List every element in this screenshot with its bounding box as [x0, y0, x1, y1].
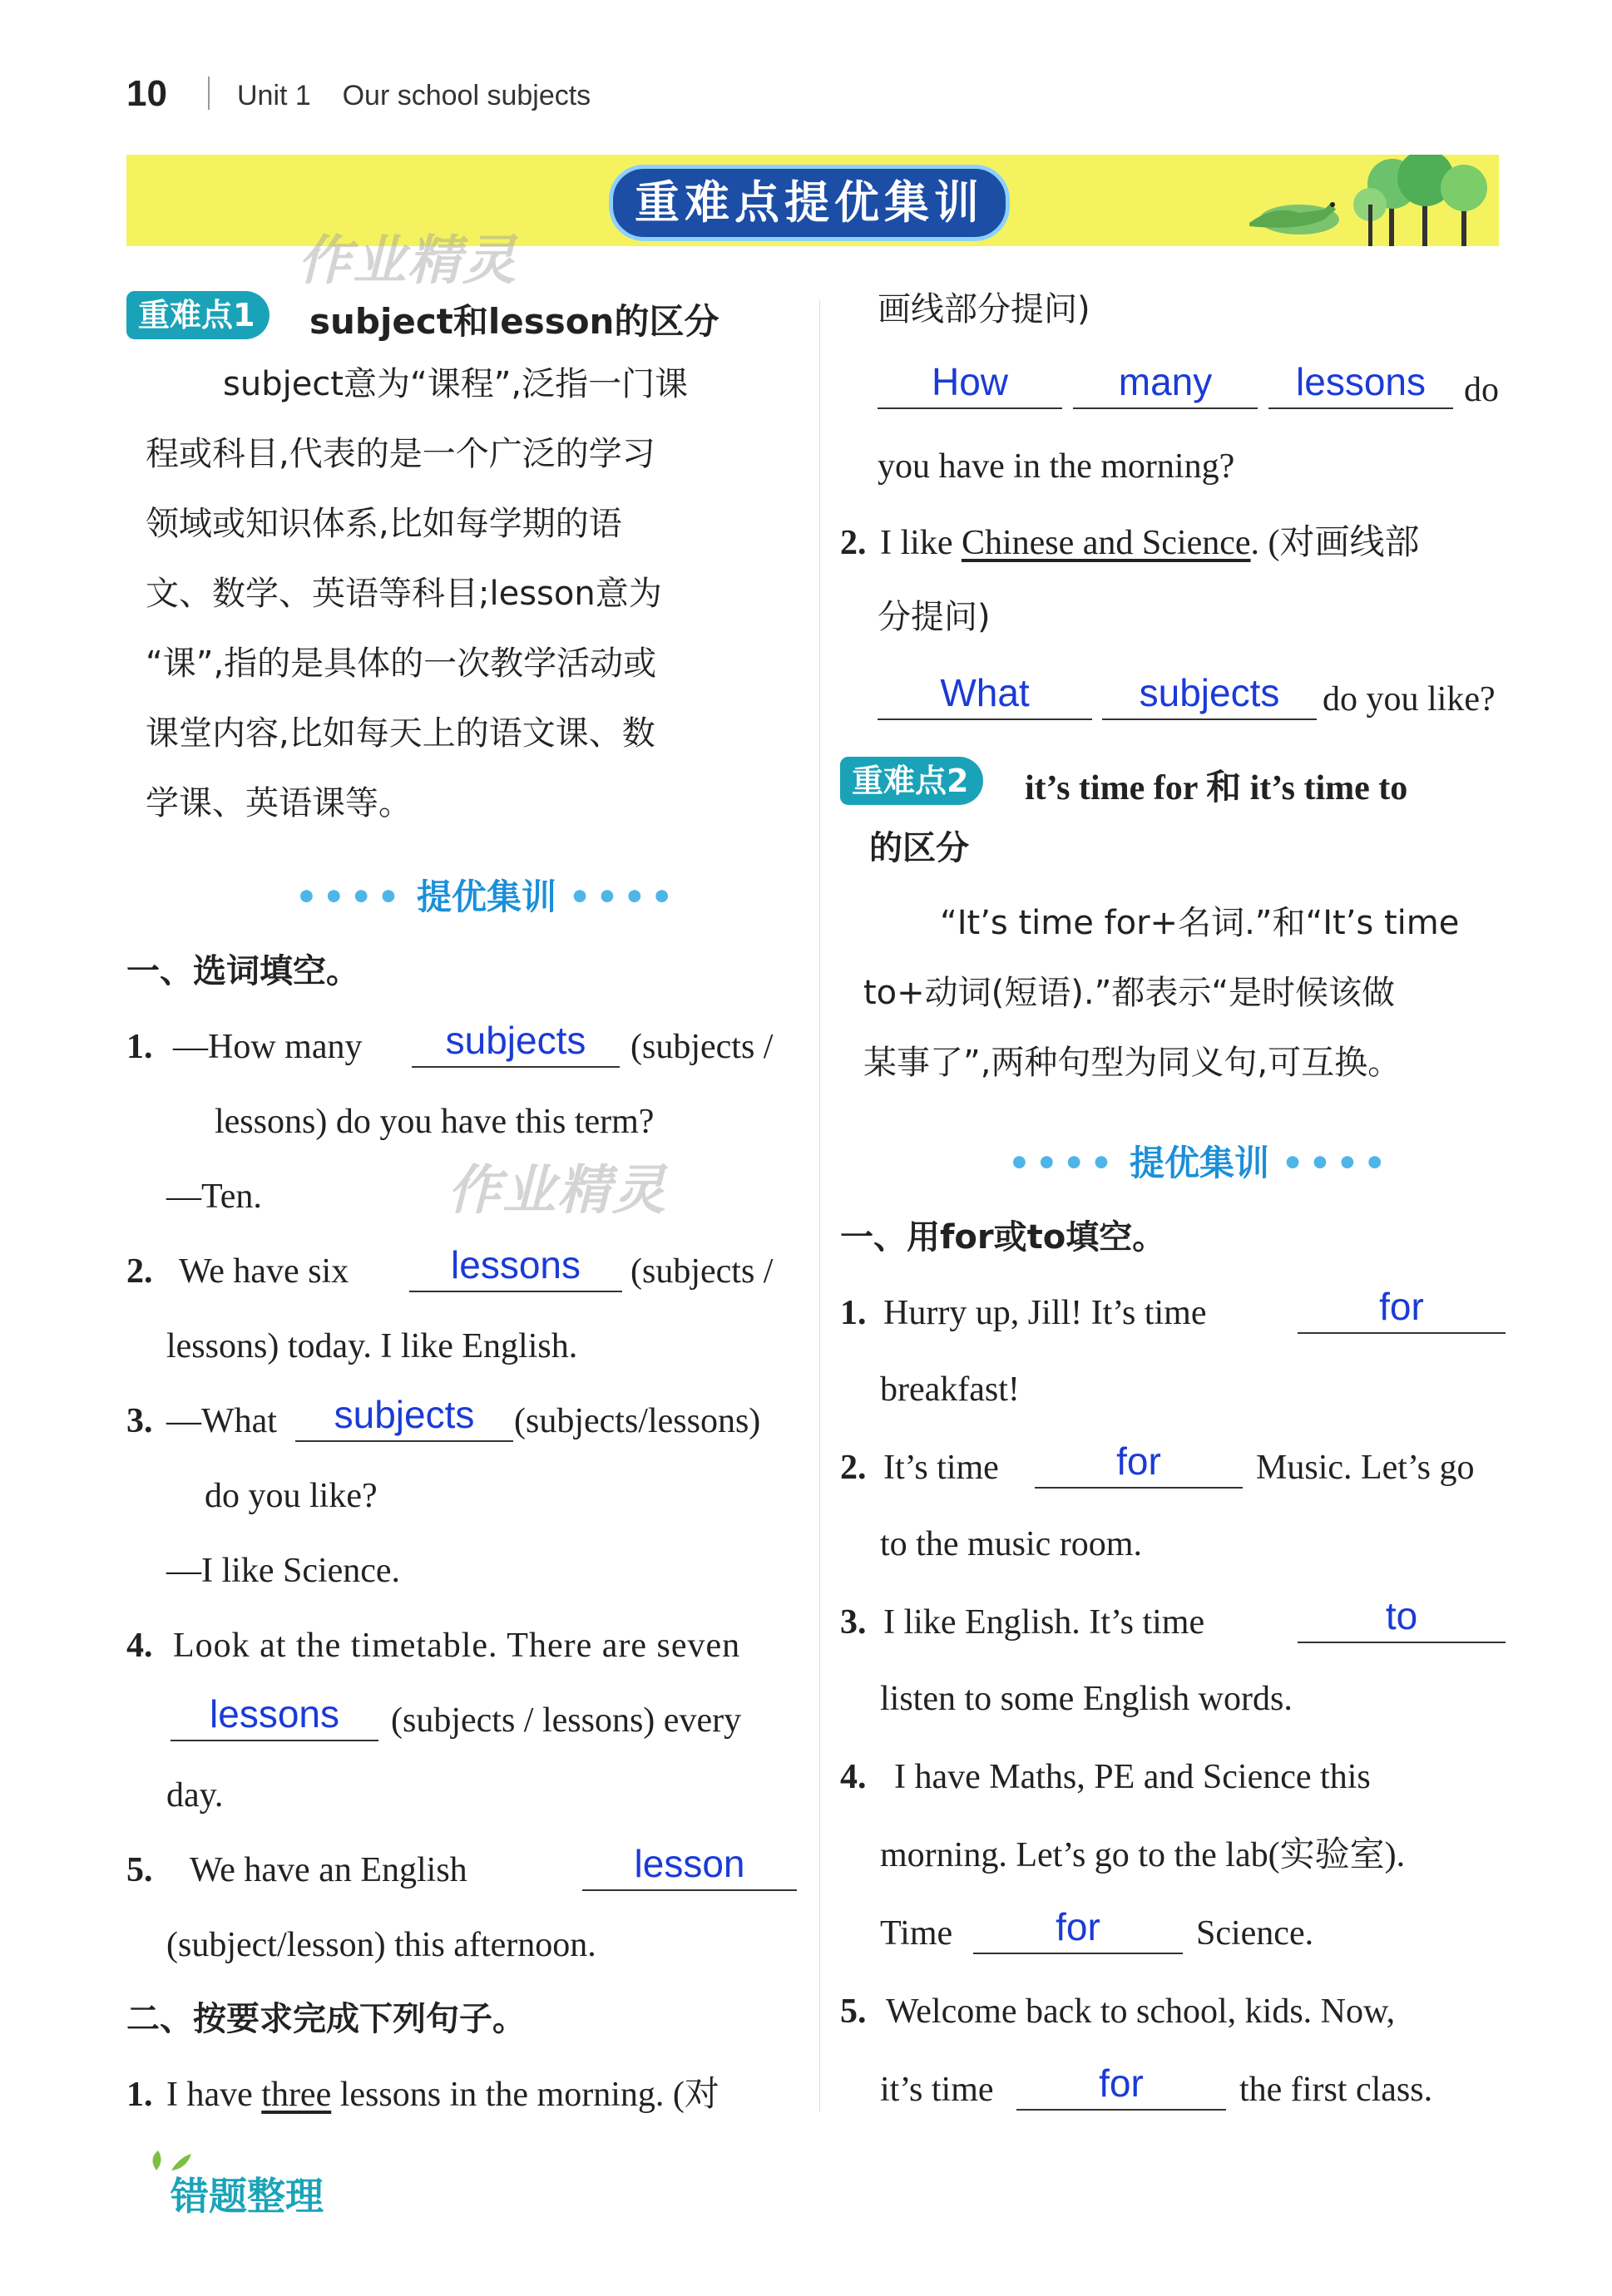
section-title: 一、用for或to填空。 — [840, 1218, 1166, 1257]
question-text: —How many — [173, 1028, 363, 1066]
question-number: 5. — [840, 1992, 867, 2031]
answer-blank[interactable]: subjects — [412, 1020, 620, 1068]
question-text: We have an English — [190, 1851, 467, 1889]
point1-body-line: 学课、英语课等。 — [146, 784, 412, 822]
watermark: 作业精灵 — [298, 230, 517, 292]
point1-body-line: 课堂内容,比如每天上的语文课、数 — [146, 714, 655, 753]
trees-dinosaur-illustration — [1199, 155, 1499, 246]
question-text: do — [1464, 371, 1499, 409]
question-number: 2. — [840, 1449, 867, 1487]
question-text: I like Chinese and Science. (对画线部 — [880, 524, 1420, 562]
answer-blank[interactable]: to — [1298, 1595, 1506, 1643]
question-number: 1. — [126, 1028, 153, 1066]
answer-blank[interactable]: lessons — [171, 1693, 378, 1741]
question-text: —Ten. — [166, 1178, 262, 1216]
question-text: Hurry up, Jill! It’s time — [883, 1294, 1207, 1332]
question-text: —I like Science. — [166, 1552, 401, 1590]
column-divider — [819, 299, 820, 2112]
question-text: I like English. It’s time — [883, 1603, 1205, 1642]
question-number: 4. — [840, 1758, 867, 1796]
point2-body-line: 某事了”,两种句型为同义句,可互换。 — [863, 1044, 1402, 1082]
section-title: 二、按要求完成下列句子。 — [126, 2000, 526, 2038]
point2-body-line: to+动词(短语).”都表示“是时候该做 — [863, 974, 1396, 1012]
question-text: We have six — [179, 1252, 349, 1291]
banner-title: 重难点提优集训 — [609, 165, 1010, 241]
question-text: (subject/lesson) this afternoon. — [166, 1926, 596, 1964]
question-text: (subjects/lessons) — [514, 1402, 761, 1440]
question-text: I have Maths, PE and Science this — [894, 1758, 1371, 1796]
question-text: to the music room. — [880, 1525, 1142, 1563]
question-text: breakfast! — [880, 1370, 1020, 1409]
watermark: 作业精灵 — [448, 1160, 667, 1222]
question-number: 1. — [126, 2076, 153, 2114]
key-point-2-title-cont: 的区分 — [869, 829, 969, 867]
answer-blank[interactable]: lessons — [1268, 361, 1453, 409]
page-number: 10 — [126, 73, 167, 114]
question-text: do you like? — [205, 1477, 378, 1515]
answer-blank[interactable]: for — [973, 1906, 1183, 1954]
question-text: do you like? — [1323, 680, 1496, 718]
question-text: I have three lessons in the morning. (对 — [166, 2076, 719, 2114]
question-number: 3. — [840, 1603, 867, 1642]
answer-blank[interactable]: many — [1073, 361, 1258, 409]
question-text: Time — [880, 1914, 953, 1953]
question-text: the first class. — [1239, 2071, 1433, 2109]
question-text: day. — [166, 1776, 224, 1815]
point1-body-line: “课”,指的是具体的一次教学活动或 — [146, 644, 657, 683]
question-text: Music. Let’s go — [1256, 1449, 1475, 1487]
answer-blank[interactable]: subjects — [1102, 672, 1317, 720]
point1-body-line: 文、数学、英语等科目;lesson意为 — [146, 575, 662, 613]
key-point-1-title: subject和lesson的区分 — [309, 301, 719, 342]
answer-blank[interactable]: subjects — [295, 1394, 513, 1442]
answer-blank[interactable]: for — [1016, 2062, 1226, 2111]
question-number: 2. — [126, 1252, 153, 1291]
question-text: 分提问) — [878, 598, 991, 636]
question-text: 画线部分提问) — [878, 290, 1090, 328]
point2-body-line: “It’s time for+名词.”和“It’s time — [940, 904, 1460, 942]
question-text: listen to some English words. — [880, 1680, 1293, 1718]
question-text: lessons) do you have this term? — [215, 1103, 655, 1141]
answer-blank[interactable]: for — [1035, 1440, 1243, 1489]
question-text: It’s time — [883, 1449, 999, 1487]
point1-body-line: subject意为“课程”,泛指一门课 — [223, 365, 689, 403]
question-text: Look at the timetable. There are seven — [173, 1627, 741, 1665]
key-point-2-tag: 重难点2 — [840, 757, 983, 805]
question-text: (subjects / lessons) every — [391, 1701, 742, 1740]
question-text: (subjects / — [630, 1028, 774, 1066]
answer-blank[interactable]: How — [878, 361, 1062, 409]
key-point-1-tag: 重难点1 — [126, 291, 269, 339]
question-number: 3. — [126, 1402, 153, 1440]
question-text: (subjects / — [630, 1252, 774, 1291]
question-text: —What — [166, 1402, 277, 1440]
question-text: Welcome back to school, kids. Now, — [886, 1992, 1396, 2031]
question-text: Science. — [1196, 1914, 1314, 1953]
unit-title: Unit 1 Our school subjects — [237, 80, 591, 111]
question-text: morning. Let’s go to the lab(实验室). — [880, 1836, 1406, 1874]
point1-body-line: 程或科目,代表的是一个广泛的学习 — [146, 435, 655, 473]
question-text: lessons) today. I like English. — [166, 1327, 578, 1365]
question-text: it’s time — [880, 2071, 994, 2109]
question-text: you have in the morning? — [878, 447, 1235, 486]
point1-body-line: 领域或知识体系,比如每学期的语 — [146, 505, 622, 543]
answer-blank[interactable]: lessons — [409, 1244, 622, 1292]
section-title: 一、选词填空。 — [126, 952, 359, 990]
question-number: 2. — [840, 524, 867, 562]
answer-blank[interactable]: for — [1298, 1286, 1506, 1334]
mistake-review-label: 错题整理 — [171, 2174, 324, 2219]
question-number: 1. — [840, 1294, 867, 1332]
key-point-2-title: it’s time for 和 it’s time to — [1025, 769, 1408, 807]
header-divider — [208, 77, 210, 110]
question-number: 5. — [126, 1851, 153, 1889]
answer-blank[interactable]: lesson — [582, 1843, 797, 1891]
question-number: 4. — [126, 1627, 153, 1665]
training-heading: •••• 提优集训 •••• — [295, 876, 679, 917]
training-heading: •••• 提优集训 •••• — [1008, 1143, 1392, 1183]
answer-blank[interactable]: What — [878, 672, 1092, 720]
